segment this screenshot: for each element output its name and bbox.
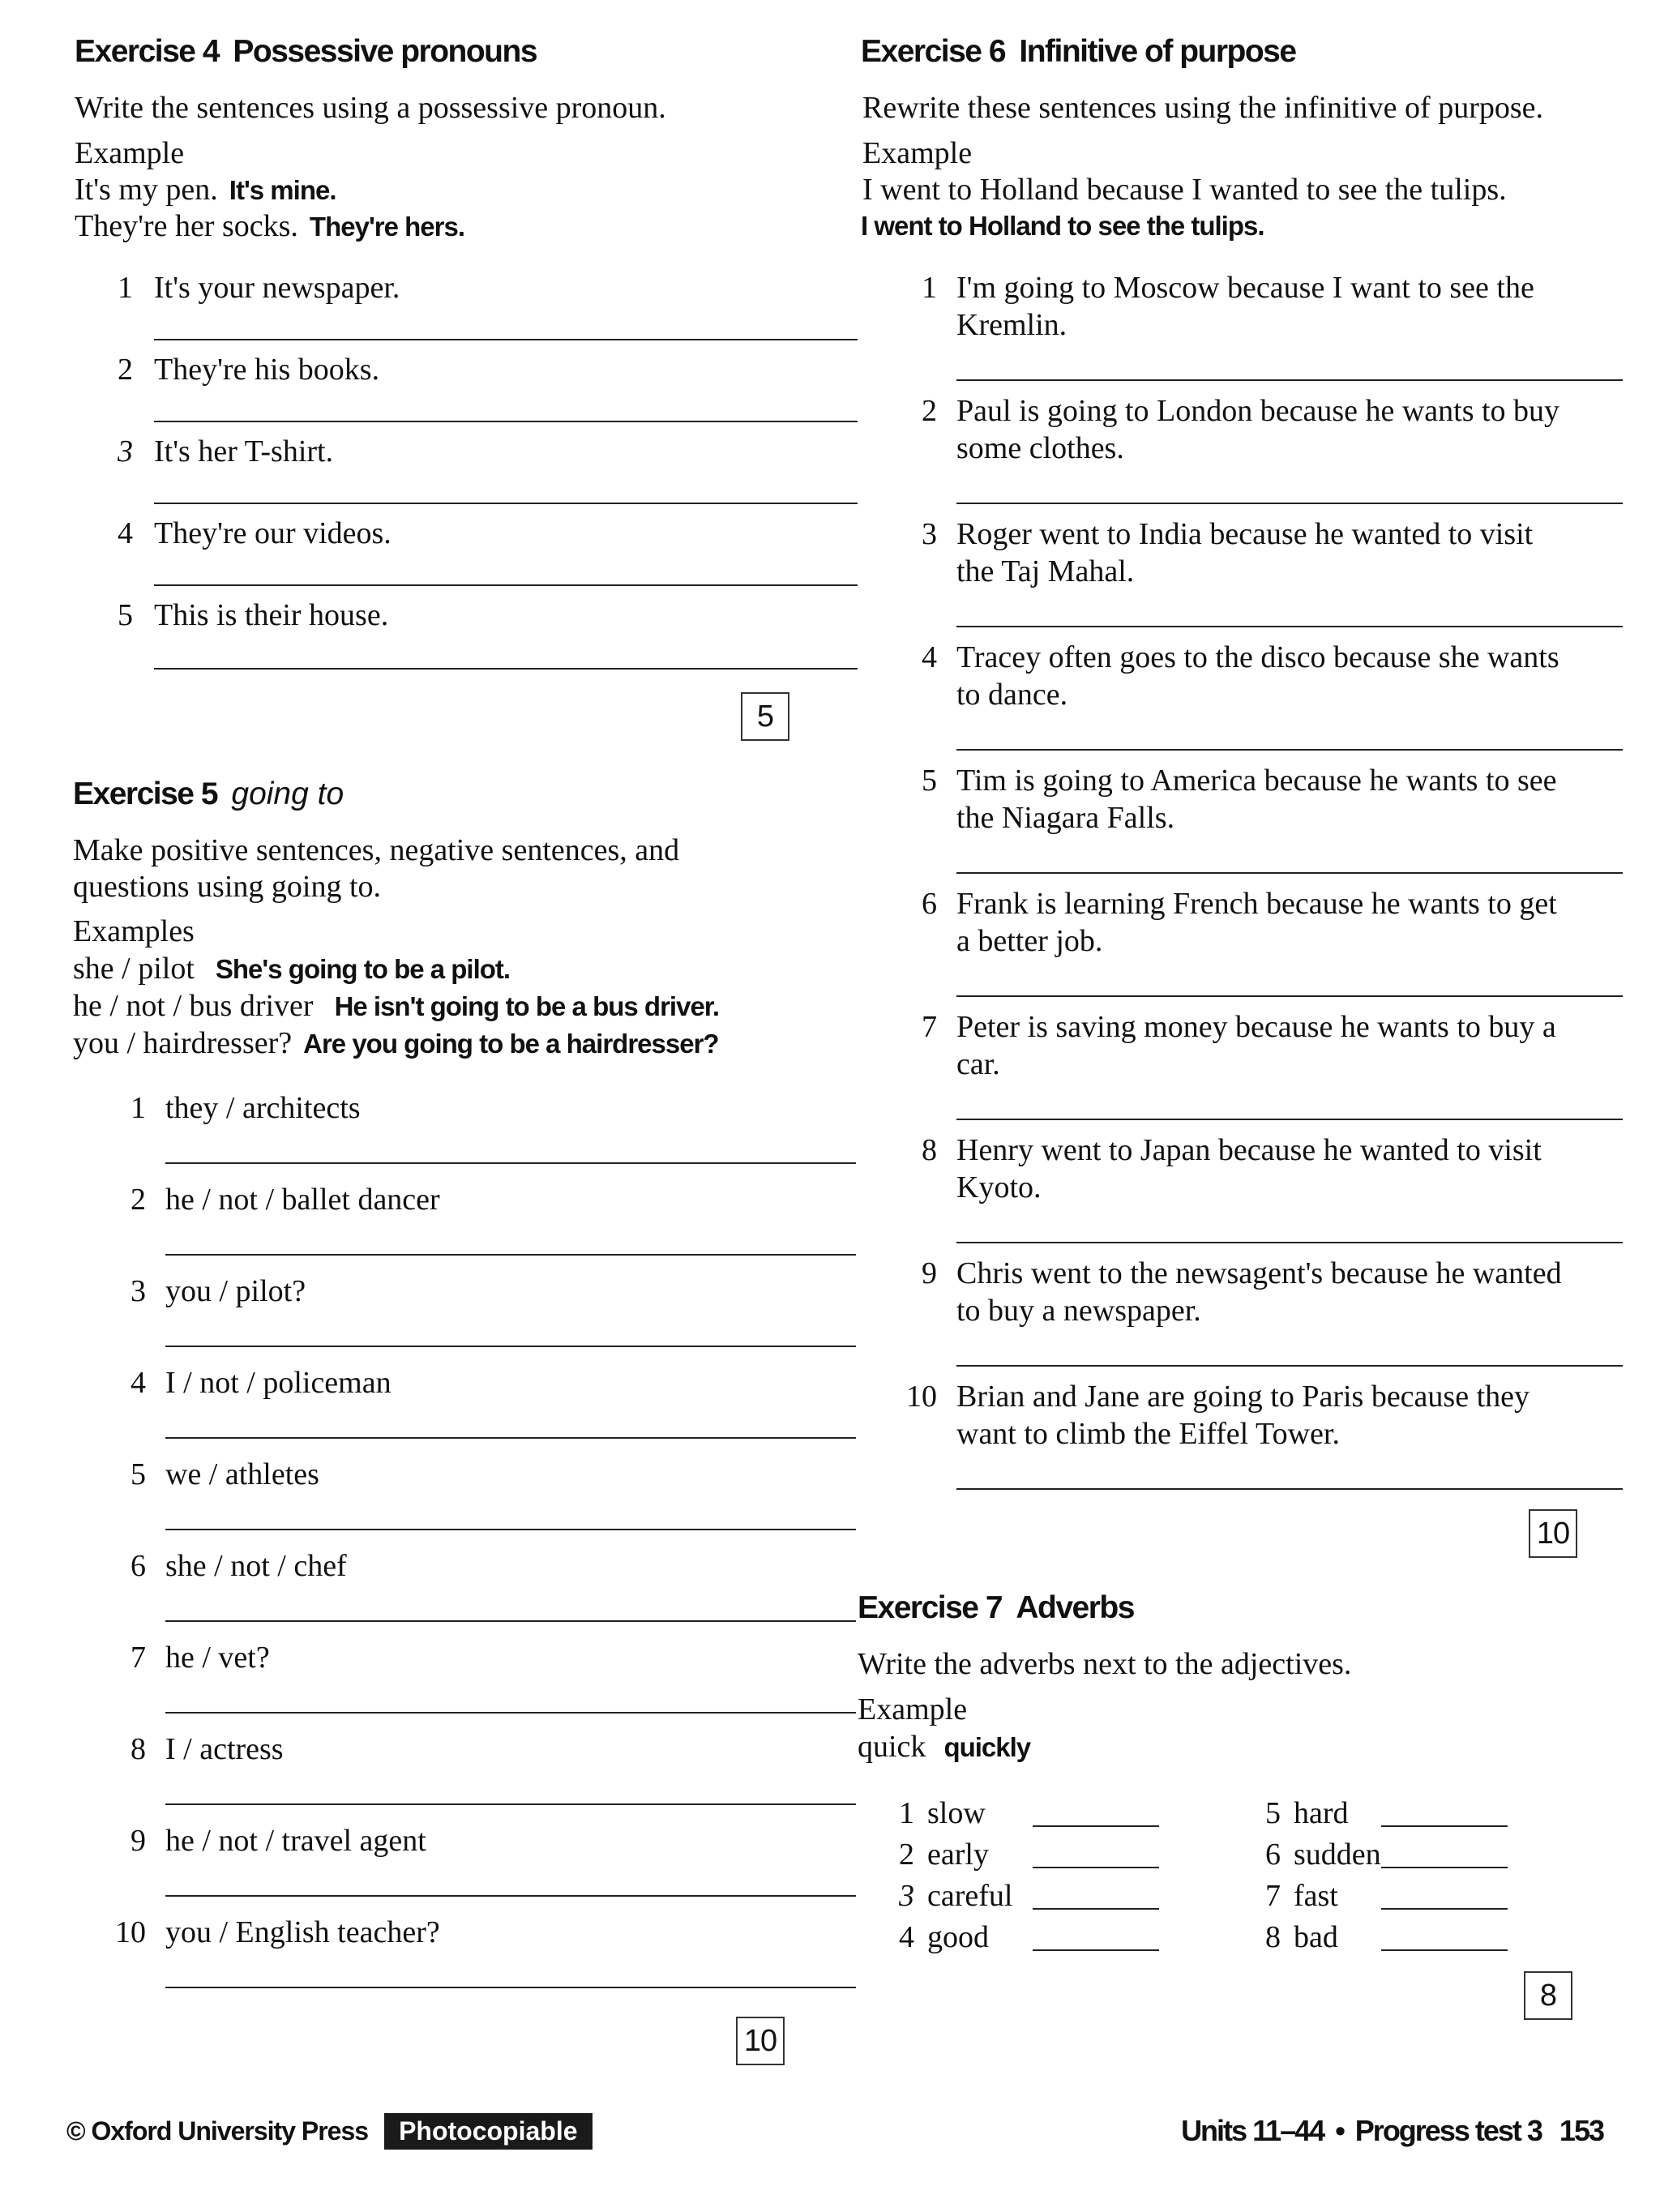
item-prompt: They're our videos. [154, 516, 391, 550]
answer-line[interactable] [165, 1254, 856, 1256]
example-label: Example [858, 1692, 968, 1726]
example-answer: quickly [943, 1732, 1031, 1762]
adverb-answer-line[interactable] [1033, 1949, 1159, 1951]
example-row [75, 208, 464, 246]
item-prompt: you / English teacher? [165, 1915, 440, 1949]
test-label: Progress test 3 [1354, 2114, 1542, 2147]
item-prompt: I / actress [165, 1732, 284, 1766]
example-prompt: he / not / bus driver [73, 989, 314, 1023]
item-number: 10 [906, 1380, 937, 1414]
item-prompt: we / athletes [165, 1457, 319, 1491]
exercise-number: 6 [988, 34, 1006, 69]
item-prompt: I / not / policeman [165, 1366, 391, 1400]
answer-line[interactable] [956, 995, 1623, 997]
item-number: 1 [922, 271, 937, 305]
score-box: 5 [741, 692, 789, 741]
example-answer: They're hers. [309, 212, 465, 242]
example-prompt: It's my pen. [75, 173, 218, 207]
item-number: 2 [118, 353, 133, 387]
adjective-word: early [927, 1838, 989, 1872]
item-number: 4 [130, 1366, 146, 1400]
item-prompt: to buy a newspaper. [956, 1294, 1201, 1328]
item-prompt: they / architects [165, 1091, 361, 1125]
example-prompt: They're her socks. [75, 209, 298, 243]
item-number: 4 [922, 640, 937, 674]
item-prompt: some clothes. [956, 431, 1124, 465]
answer-line[interactable] [165, 1987, 856, 1988]
item-number: 6 [1265, 1838, 1281, 1872]
item-prompt: Henry went to Japan because he wanted to visit [956, 1133, 1542, 1167]
item-number: 4 [118, 516, 133, 550]
answer-line[interactable] [154, 421, 858, 422]
item-number: 1 [899, 1796, 914, 1830]
units-label: Units 11–44 [1181, 2114, 1324, 2147]
answer-line[interactable] [165, 1529, 856, 1530]
example-row [73, 1025, 719, 1063]
item-number: 2 [130, 1183, 146, 1217]
exercise-heading: going to [231, 777, 344, 811]
adjective-word: hard [1294, 1796, 1349, 1830]
item-prompt: you / pilot? [165, 1274, 306, 1308]
answer-line[interactable] [154, 339, 858, 340]
adjective-word: careful [927, 1879, 1013, 1913]
page-number: 153 [1559, 2114, 1603, 2147]
item-prompt: It's your newspaper. [154, 271, 400, 305]
item-prompt: Kremlin. [956, 308, 1067, 342]
example-label: Example [862, 136, 973, 170]
exercise-label: Exercise [73, 777, 194, 811]
example-answer: He isn't going to be a bus driver. [334, 991, 719, 1021]
item-number: 5 [922, 764, 937, 798]
item-number: 6 [130, 1549, 146, 1583]
exercise-5-instruction: questions using going to. [73, 870, 382, 904]
answer-line[interactable] [956, 1242, 1623, 1243]
item-number: 2 [899, 1838, 914, 1872]
adverb-answer-line[interactable] [1381, 1908, 1508, 1910]
item-number: 7 [922, 1010, 937, 1044]
answer-line[interactable] [165, 1803, 856, 1805]
answer-line[interactable] [165, 1437, 856, 1439]
item-number: 3 [899, 1879, 914, 1913]
answer-line[interactable] [956, 1119, 1623, 1120]
item-number: 4 [899, 1920, 914, 1954]
adverb-answer-line[interactable] [1381, 1825, 1508, 1827]
item-prompt: the Taj Mahal. [956, 554, 1135, 588]
item-prompt: she / not / chef [165, 1549, 347, 1583]
example-prompt: she / pilot [73, 952, 195, 986]
exercise-7-instruction: Write the adverbs next to the adjectives. [858, 1647, 1352, 1681]
adverb-answer-line[interactable] [1381, 1867, 1508, 1868]
example-prompt: I went to Holland because I wanted to see the tulips. [862, 173, 1507, 207]
exercise-4-instruction: Write the sentences using a possessive pronoun. [75, 91, 666, 125]
example-row [73, 987, 719, 1025]
answer-line[interactable] [956, 872, 1623, 874]
item-number: 5 [118, 598, 133, 632]
score-box: 10 [1529, 1509, 1577, 1558]
item-prompt: Brian and Jane are going to Paris because they [956, 1380, 1530, 1414]
example-answer: She's going to be a pilot. [215, 954, 511, 984]
item-number: 6 [922, 887, 937, 921]
example-label: Example [75, 136, 185, 170]
adjective-word: good [927, 1920, 989, 1954]
item-number: 8 [922, 1133, 937, 1167]
answer-line[interactable] [165, 1162, 856, 1164]
example-prompt: you / hairdresser? [73, 1026, 293, 1060]
answer-line[interactable] [165, 1346, 856, 1347]
example-answer: Are you going to be a hairdresser? [303, 1029, 719, 1059]
item-prompt: Paul is going to London because he wants to buy [956, 394, 1560, 428]
item-prompt: to dance. [956, 678, 1068, 712]
item-number: 2 [922, 394, 937, 428]
item-prompt: he / not / ballet dancer [165, 1183, 440, 1217]
item-prompt: want to climb the Eiffel Tower. [956, 1417, 1340, 1451]
answer-line[interactable] [154, 584, 858, 586]
answer-line[interactable] [165, 1895, 856, 1897]
score-box: 8 [1524, 1971, 1572, 2020]
item-number: 9 [922, 1256, 937, 1290]
item-number: 1 [118, 271, 133, 305]
example-row [858, 1728, 1030, 1766]
exercise-heading: Infinitive of purpose [1019, 34, 1296, 69]
footer-page-info [1181, 2114, 1603, 2148]
item-number: 7 [130, 1641, 146, 1675]
item-number: 8 [130, 1732, 146, 1766]
answer-line[interactable] [956, 379, 1623, 381]
item-prompt: Tim is going to America because he wants to see [956, 764, 1557, 798]
item-prompt: a better job. [956, 924, 1103, 958]
item-number: 10 [115, 1915, 146, 1949]
exercise-5-instruction: Make positive sentences, negative sentences, and [73, 833, 680, 867]
adjective-word: bad [1294, 1920, 1338, 1954]
photocopiable-badge: Photocopiable [384, 2113, 592, 2150]
example-prompt: quick [858, 1730, 926, 1764]
answer-line[interactable] [154, 503, 858, 504]
exercise-4-title [75, 34, 537, 70]
item-number: 5 [130, 1457, 146, 1491]
adverb-answer-line[interactable] [1033, 1908, 1159, 1910]
adverb-answer-line[interactable] [1381, 1949, 1508, 1951]
adverb-answer-line[interactable] [1033, 1825, 1159, 1827]
item-number: 7 [1265, 1879, 1281, 1913]
item-prompt: he / not / travel agent [165, 1824, 426, 1858]
answer-line[interactable] [956, 749, 1623, 751]
separator-dot: • [1335, 2114, 1344, 2147]
answer-line[interactable] [956, 1365, 1623, 1367]
answer-line[interactable] [165, 1712, 856, 1714]
adjective-word: fast [1294, 1879, 1338, 1913]
item-prompt: Kyoto. [956, 1170, 1042, 1204]
adjective-word: sudden [1294, 1838, 1381, 1872]
exercise-heading: Adverbs [1016, 1590, 1134, 1625]
score-box: 10 [736, 2017, 785, 2065]
answer-line[interactable] [956, 503, 1623, 504]
exercise-7-title [858, 1590, 1134, 1626]
item-prompt: I'm going to Moscow because I want to see the [956, 271, 1534, 305]
item-prompt: he / vet? [165, 1641, 270, 1675]
answer-line[interactable] [154, 668, 858, 670]
item-number: 5 [1265, 1796, 1281, 1830]
item-prompt: Frank is learning French because he wants to get [956, 887, 1557, 921]
item-prompt: Peter is saving money because he wants to buy a [956, 1010, 1556, 1044]
item-prompt: car. [956, 1047, 1000, 1081]
item-number: 3 [922, 517, 937, 551]
item-number: 1 [130, 1091, 146, 1125]
item-prompt: Tracey often goes to the disco because she wants [956, 640, 1559, 674]
exercise-label: Exercise [858, 1590, 978, 1625]
footer-publisher [66, 2111, 593, 2151]
exercise-label: Exercise [861, 34, 982, 69]
exercise-number: 5 [200, 777, 218, 811]
item-number: 8 [1265, 1920, 1281, 1954]
item-prompt: This is their house. [154, 598, 389, 632]
item-prompt: It's her T-shirt. [154, 434, 334, 468]
exercise-number: 7 [985, 1590, 1003, 1625]
example-answer: It's mine. [229, 175, 336, 205]
item-prompt: Chris went to the newsagent's because he wanted [956, 1256, 1562, 1290]
exercise-6-title [861, 34, 1296, 70]
example-label: Examples [73, 914, 195, 948]
item-number: 3 [118, 434, 133, 468]
exercise-label: Exercise [75, 34, 195, 69]
adverb-answer-line[interactable] [1033, 1867, 1159, 1868]
answer-line[interactable] [956, 626, 1623, 627]
answer-line[interactable] [956, 1488, 1623, 1490]
item-prompt: They're his books. [154, 353, 380, 387]
example-row [75, 171, 336, 209]
item-prompt: the Niagara Falls. [956, 801, 1175, 835]
example-answer: I went to Holland to see the tulips. [861, 211, 1264, 241]
exercise-5-title [73, 777, 344, 812]
exercise-heading: Possessive pronouns [233, 34, 537, 69]
item-number: 3 [130, 1274, 146, 1308]
publisher-name: © Oxford University Press [66, 2116, 369, 2146]
exercise-number: 4 [202, 34, 220, 69]
exercise-6-instruction: Rewrite these sentences using the infinitive of purpose. [862, 91, 1544, 125]
answer-line[interactable] [165, 1620, 856, 1622]
example-row [73, 950, 510, 988]
item-prompt: Roger went to India because he wanted to visit [956, 517, 1534, 551]
adjective-word: slow [927, 1796, 986, 1830]
item-number: 9 [130, 1824, 146, 1858]
